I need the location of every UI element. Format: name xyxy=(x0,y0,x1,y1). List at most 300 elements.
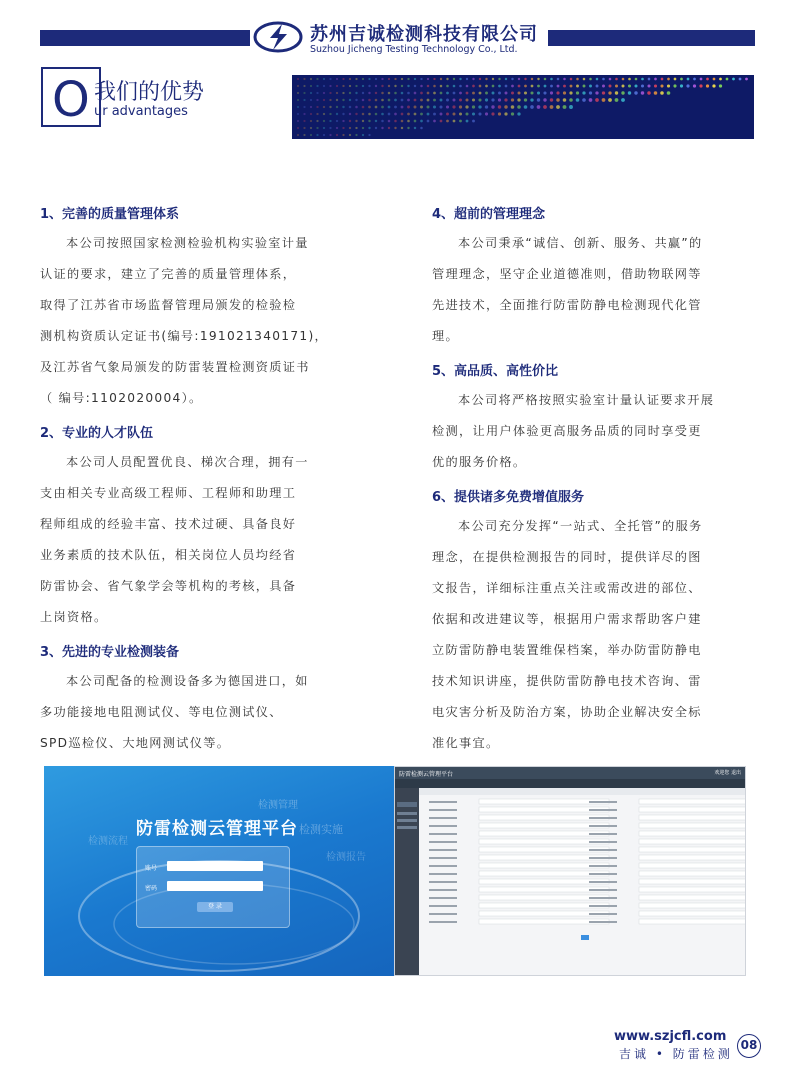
banner-dot xyxy=(420,99,423,102)
section-title-en: ur advantages xyxy=(94,104,188,119)
banner-dot xyxy=(355,92,357,94)
dotted-light-pattern xyxy=(292,75,754,139)
banner-dot xyxy=(472,78,474,80)
banner-dot xyxy=(589,85,592,88)
banner-dot xyxy=(414,106,417,109)
advantage-heading: 2、专业的人才队伍 xyxy=(40,426,154,441)
banner-dot xyxy=(453,85,456,88)
form-field xyxy=(639,823,745,828)
banner-dot xyxy=(446,99,449,102)
banner-dot xyxy=(609,85,612,88)
banner-dot xyxy=(349,134,351,136)
banner-dot xyxy=(420,78,422,80)
banner-dot xyxy=(349,99,351,101)
banner-dot xyxy=(336,127,338,129)
banner-dot xyxy=(537,91,540,94)
banner-dot xyxy=(596,78,599,81)
banner-dot xyxy=(433,78,435,80)
form-field xyxy=(639,895,745,900)
password-label: 密码 xyxy=(145,885,158,892)
text-line: 本公司秉承“诚信、创新、服务、共赢”的 xyxy=(458,236,703,250)
banner-dot xyxy=(401,78,403,80)
banner-dot xyxy=(336,134,338,136)
form-field xyxy=(639,871,745,876)
banner-dot xyxy=(583,85,586,88)
banner-dot xyxy=(557,85,560,88)
banner-dot xyxy=(719,78,722,81)
banner-dot xyxy=(407,78,409,80)
text-line: 立防雷防静电装置维保档案，举办防雷防静电 xyxy=(432,643,702,657)
text-line: 业务素质的技术队伍，相关岗位人员均经省 xyxy=(40,548,297,562)
form-field xyxy=(639,911,745,916)
form-label xyxy=(429,897,457,899)
banner-dot xyxy=(323,134,325,136)
banner-dot xyxy=(576,91,579,94)
banner-dot xyxy=(745,78,748,81)
banner-dot xyxy=(336,92,338,94)
text-line: 本公司将严格按照实验室计量认证要求开展 xyxy=(458,393,715,407)
banner-dot xyxy=(472,92,475,95)
text-line: 本公司按照国家检测检验机构实验室计量 xyxy=(66,236,309,250)
banner-dot xyxy=(667,78,670,81)
banner-dot xyxy=(310,92,312,94)
banner-dot xyxy=(310,113,312,115)
banner-dot xyxy=(621,98,625,102)
advantage-heading: 4、超前的管理理念 xyxy=(432,207,546,222)
banner-dot xyxy=(349,78,351,80)
banner-dot xyxy=(485,105,488,108)
banner-dot xyxy=(329,92,331,94)
banner-dot xyxy=(303,85,305,87)
banner-dot xyxy=(375,99,378,102)
banner-dot xyxy=(420,120,423,123)
banner-dot xyxy=(466,120,469,123)
banner-dot xyxy=(401,106,404,109)
text-line: 检测，让用户体验更高服务品质的同时享受更 xyxy=(432,424,702,438)
left-column xyxy=(40,203,340,759)
banner-dot xyxy=(362,99,365,102)
admin-tabs xyxy=(419,788,745,795)
sidebar-item[interactable] xyxy=(397,826,417,829)
banner-dot xyxy=(323,106,325,108)
banner-dot xyxy=(582,98,586,102)
banner-dot xyxy=(310,134,312,136)
banner-dot xyxy=(492,85,495,88)
banner-dot xyxy=(440,85,443,88)
admin-user: 欢迎您 退出 xyxy=(714,770,741,776)
banner-dot xyxy=(511,112,514,115)
banner-dot xyxy=(329,120,331,122)
banner-dot xyxy=(498,105,501,108)
banner-dot xyxy=(401,99,404,102)
banner-dot xyxy=(394,85,396,87)
banner-dot xyxy=(583,78,586,81)
advantage-text xyxy=(40,666,340,759)
banner-dot xyxy=(479,92,482,95)
banner-dot xyxy=(381,99,384,102)
banner-dot xyxy=(414,127,416,129)
banner-dot xyxy=(310,78,312,80)
form-label xyxy=(589,889,617,891)
banner-dot xyxy=(517,98,520,101)
banner-dot xyxy=(537,98,540,101)
form-field xyxy=(639,831,745,836)
form-label xyxy=(429,825,457,827)
banner-dot xyxy=(459,85,462,88)
banner-dot xyxy=(608,91,611,94)
text-line: 防雷协会、省气象学会等机构的考核，具备 xyxy=(40,579,297,593)
banner-dot xyxy=(472,98,475,101)
banner-dot xyxy=(336,113,338,115)
banner-dot xyxy=(504,112,507,115)
form-label xyxy=(589,817,617,819)
banner-dot xyxy=(524,98,527,101)
text-line: 电灾害分析及防治方案，协助企业解决安全标 xyxy=(432,705,702,719)
banner-dot xyxy=(622,78,625,81)
banner-dot xyxy=(394,113,397,116)
banner-dot xyxy=(570,78,573,81)
banner-dot xyxy=(381,106,384,109)
banner-dot xyxy=(576,98,580,102)
sidebar-item[interactable] xyxy=(397,812,417,815)
banner-dot xyxy=(407,127,409,129)
form-field xyxy=(639,887,745,892)
banner-dot xyxy=(459,120,462,123)
banner-dot xyxy=(368,134,370,136)
banner-dot xyxy=(459,113,462,116)
banner-dot xyxy=(375,85,377,87)
text-line: （ 编号:1102020004）。 xyxy=(40,391,203,405)
banner-dot xyxy=(349,127,351,129)
banner-dot xyxy=(388,78,390,80)
banner-dot xyxy=(414,99,417,102)
banner-dot xyxy=(316,134,318,136)
form-label xyxy=(429,849,457,851)
banner-dot xyxy=(420,113,423,116)
banner-dot xyxy=(524,85,527,88)
form-label xyxy=(429,881,457,883)
banner-dot xyxy=(323,85,325,87)
text-line: 优的服务价格。 xyxy=(432,455,527,469)
banner-dot xyxy=(505,78,507,80)
banner-dot xyxy=(427,92,430,95)
banner-dot xyxy=(375,92,377,94)
form-label xyxy=(429,913,457,915)
banner-dot xyxy=(349,85,351,87)
banner-dot xyxy=(394,92,397,95)
text-line: 测机构资质认定证书(编号:191021340171)， xyxy=(40,329,329,343)
banner-dot xyxy=(576,78,579,81)
banner-dot xyxy=(466,78,468,80)
banner-dot xyxy=(362,120,364,122)
form-label xyxy=(589,913,617,915)
banner-dot xyxy=(680,84,683,87)
banner-dot xyxy=(381,127,383,129)
banner-dot xyxy=(459,92,462,95)
banner-dot xyxy=(355,99,357,101)
banner-dot xyxy=(739,78,742,81)
banner-dot xyxy=(401,113,404,116)
banner-dot xyxy=(342,99,344,101)
banner-dot xyxy=(375,78,377,80)
section-title-cn: 我们的优势 xyxy=(94,80,205,105)
banner-dot xyxy=(336,106,338,108)
banner-dot xyxy=(511,92,514,95)
banner-dot xyxy=(303,92,305,94)
footer-url[interactable]: www.szjcfl.com xyxy=(614,1029,727,1044)
banner-dot xyxy=(401,120,404,123)
banner-dot xyxy=(498,85,501,88)
banner-dot xyxy=(719,84,722,87)
banner-dot xyxy=(303,78,305,80)
banner-dot xyxy=(491,98,494,101)
form-field xyxy=(639,847,745,852)
banner-dot xyxy=(368,127,370,129)
banner-dot xyxy=(687,78,690,81)
banner-dot xyxy=(466,92,469,95)
banner-dot xyxy=(453,113,456,116)
banner-dot xyxy=(582,91,585,94)
banner-dot xyxy=(700,78,703,81)
bg-word: 检测流程 xyxy=(88,836,128,847)
banner-dot xyxy=(465,105,468,108)
banner-dot xyxy=(310,99,312,101)
banner-dot xyxy=(362,134,364,136)
banner-dot xyxy=(634,84,637,87)
banner-dot xyxy=(634,91,637,94)
page-number: 08 xyxy=(737,1034,761,1058)
text-line: SPD巡检仪、大地网测试仪等。 xyxy=(40,736,231,750)
banner-dot xyxy=(602,98,606,102)
right-column xyxy=(432,203,750,759)
banner-dot xyxy=(316,78,318,80)
text-line: 准化事宜。 xyxy=(432,736,500,750)
banner-dot xyxy=(517,112,520,115)
form-field xyxy=(639,863,745,868)
banner-dot xyxy=(530,98,533,101)
banner-dot xyxy=(459,105,462,108)
banner-dot xyxy=(569,91,572,94)
banner-dot xyxy=(530,105,534,109)
banner-dot xyxy=(505,85,508,88)
banner-dot xyxy=(440,99,443,102)
banner-dot xyxy=(504,98,507,101)
account-input[interactable] xyxy=(167,861,263,871)
banner-dot xyxy=(316,85,318,87)
banner-dot xyxy=(414,120,417,123)
banner-dot xyxy=(615,85,618,88)
banner-dot xyxy=(453,120,456,123)
banner-dot xyxy=(518,85,521,88)
banner-dot xyxy=(498,78,500,80)
banner-dot xyxy=(537,85,540,88)
banner-dot xyxy=(563,91,566,94)
admin-screenshot xyxy=(394,766,746,976)
banner-dot xyxy=(349,113,351,115)
banner-dot xyxy=(654,84,657,87)
account-label: 账号 xyxy=(145,865,158,872)
banner-dot xyxy=(368,85,370,87)
form-label xyxy=(429,889,457,891)
text-line: 先进技术，全面推行防雷防静电检测现代化管 xyxy=(432,298,702,312)
sidebar-item[interactable] xyxy=(397,802,417,807)
banner-dot xyxy=(316,127,318,129)
banner-dot xyxy=(394,120,397,123)
banner-dot xyxy=(498,92,501,95)
banner-dot xyxy=(388,113,391,116)
banner-dot xyxy=(537,105,541,109)
advantage-block-3 xyxy=(40,641,340,759)
banner-dot xyxy=(310,120,312,122)
banner-dot xyxy=(491,105,494,108)
banner-dot xyxy=(433,85,436,88)
form-label xyxy=(589,921,617,923)
banner-dot xyxy=(355,106,358,109)
banner-dot xyxy=(485,78,487,80)
advantage-block-2 xyxy=(40,422,340,633)
form-field xyxy=(639,903,745,908)
text-line: 理。 xyxy=(432,329,459,343)
banner-dot xyxy=(446,92,449,95)
banner-dot xyxy=(563,98,567,102)
banner-dot xyxy=(336,85,338,87)
admin-sidebar xyxy=(395,788,419,975)
banner-dot xyxy=(570,85,573,88)
password-input[interactable] xyxy=(167,881,263,891)
banner-dot xyxy=(323,78,325,80)
bg-word: 检测管理 xyxy=(258,800,298,811)
banner-dot xyxy=(323,127,325,129)
banner-dot xyxy=(504,105,507,108)
banner-dot xyxy=(342,78,344,80)
banner-dot xyxy=(407,85,409,87)
banner-dot xyxy=(544,85,547,88)
banner-dot xyxy=(433,120,436,123)
banner-dot xyxy=(550,91,553,94)
form-label xyxy=(429,921,457,923)
decorative-banner xyxy=(292,75,754,139)
banner-dot xyxy=(550,85,553,88)
banner-dot xyxy=(407,92,410,95)
banner-dot xyxy=(388,120,391,123)
bg-word: 检测实施 xyxy=(299,823,343,836)
banner-dot xyxy=(375,106,378,109)
banner-dot xyxy=(602,91,605,94)
banner-dot xyxy=(511,78,513,80)
banner-dot xyxy=(726,78,729,81)
banner-dot xyxy=(388,85,390,87)
form-label xyxy=(589,857,617,859)
banner-dot xyxy=(446,120,449,123)
text-line: 认证的要求，建立了完善的质量管理体系， xyxy=(40,267,297,281)
banner-dot xyxy=(342,92,344,94)
banner-dot xyxy=(699,84,702,87)
banner-dot xyxy=(407,106,410,109)
banner-dot xyxy=(511,105,515,109)
banner-dot xyxy=(446,85,449,88)
banner-dot xyxy=(323,120,325,122)
banner-dot xyxy=(550,105,554,109)
banner-dot xyxy=(381,92,384,95)
banner-dot xyxy=(401,85,403,87)
banner-dot xyxy=(511,98,514,101)
form-label xyxy=(429,809,457,811)
banner-dot xyxy=(589,78,592,81)
banner-dot xyxy=(368,113,371,116)
sidebar-item[interactable] xyxy=(397,819,417,822)
banner-dot xyxy=(492,78,494,80)
banner-dot xyxy=(706,84,709,87)
banner-dot xyxy=(349,92,351,94)
banner-dot xyxy=(427,113,430,116)
advantage-heading: 6、提供诸多免费增值服务 xyxy=(432,490,585,505)
form-field xyxy=(639,855,745,860)
banner-dot xyxy=(355,85,357,87)
banner-dot xyxy=(420,85,423,88)
form-label xyxy=(589,841,617,843)
banner-dot xyxy=(641,91,644,94)
advantage-block-4 xyxy=(432,203,750,352)
banner-dot xyxy=(648,78,651,81)
banner-dot xyxy=(342,106,344,108)
form-label xyxy=(589,825,617,827)
banner-dot xyxy=(556,98,559,101)
banner-dot xyxy=(349,120,351,122)
company-name-cn: 苏州吉诚检测科技有限公司 xyxy=(310,24,538,45)
banner-dot xyxy=(323,99,325,101)
banner-dot xyxy=(654,91,658,95)
banner-dot xyxy=(517,105,521,109)
banner-dot xyxy=(414,78,416,80)
login-title: 防雷检测云管理平台 xyxy=(136,819,298,839)
banner-dot xyxy=(615,91,618,94)
banner-dot xyxy=(316,99,318,101)
banner-dot xyxy=(537,78,539,80)
banner-dot xyxy=(329,78,331,80)
banner-dot xyxy=(602,85,605,88)
form-label xyxy=(589,873,617,875)
login-button[interactable]: 登 录 xyxy=(197,902,233,912)
banner-dot xyxy=(563,105,567,109)
banner-dot xyxy=(316,113,318,115)
banner-dot xyxy=(524,78,526,80)
banner-dot xyxy=(569,98,573,102)
banner-dot xyxy=(459,78,461,80)
banner-dot xyxy=(641,78,644,81)
form-label xyxy=(429,833,457,835)
banner-dot xyxy=(453,92,456,95)
banner-dot xyxy=(478,105,481,108)
banner-dot xyxy=(628,91,631,94)
text-line: 技术知识讲座，提供防雷防静电技术咨询、雷 xyxy=(432,674,702,688)
banner-dot xyxy=(491,112,494,115)
banner-dot xyxy=(569,105,573,109)
banner-dot xyxy=(329,127,331,129)
banner-dot xyxy=(297,78,299,80)
advantage-block-5 xyxy=(432,360,750,478)
admin-title: 防雷检测云管理平台 xyxy=(399,771,454,778)
banner-dot xyxy=(459,99,462,102)
banner-dot xyxy=(673,84,676,87)
banner-dot xyxy=(465,112,468,115)
banner-dot xyxy=(427,120,430,123)
banner-dot xyxy=(472,105,475,108)
banner-dot xyxy=(323,113,325,115)
banner-dot xyxy=(310,106,312,108)
banner-dot xyxy=(381,113,384,116)
text-line: 多功能接地电阻测试仪、等电位测试仪、 xyxy=(40,705,283,719)
form-label xyxy=(589,801,617,803)
